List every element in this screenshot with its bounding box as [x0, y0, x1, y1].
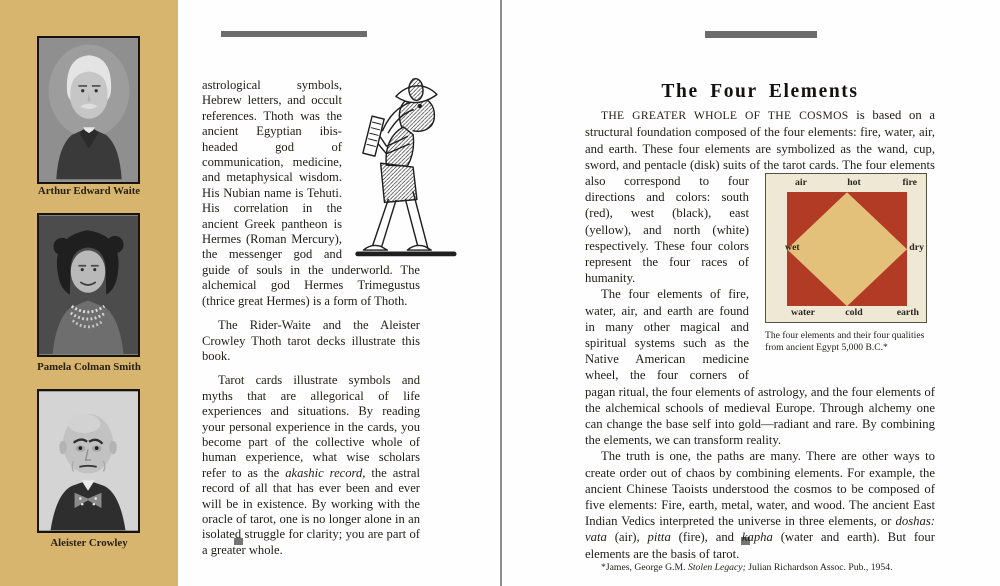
right-paragraph-3-text-b: (air),: [606, 530, 648, 545]
diagram-label-fire: fire: [902, 177, 917, 189]
right-paragraph-3-text-a: The truth is one, the paths are many. There are other ways to create order out of chaos by combining elements. For example, the ancient Chinese Taoists understood the cosmos to be composed of five elements: Fire, earth, metal, water, and wood. The ancient East Indian Vedics interpreted the universe in three elements, or: [585, 449, 935, 529]
right-paragraph-2-text: The four elements of fire, water, air, and earth are found in many other magical and spiritual systems such as the Native American medicine wheel, the four corners of pagan ritual, the four elements of astrology, and the four elements of the alchemical schools of medieval Europe. Through alchemy one can change the base self into gold—radiant and rare. By combining the elements, we can transform reality.: [585, 287, 935, 448]
photo-caption-waite: Arthur Edward Waite: [37, 185, 141, 197]
right-paragraph-3-italic-pitta: pitta: [647, 530, 671, 545]
right-paragraph-cosmos: [585, 107, 935, 353]
photo-caption-crowley: Aleister Crowley: [50, 537, 128, 549]
left-page-text-column: [202, 78, 420, 567]
portrait-waite-illustration: [39, 38, 138, 182]
footnote-italic-title: Stolen Legacy;: [688, 561, 746, 573]
sidebar-portraits: [0, 0, 178, 586]
diagram-label-cold: cold: [845, 307, 863, 319]
thoth-egyptian-god-icon: [352, 76, 457, 260]
portrait-photo-arthur-edward-waite: [37, 36, 140, 184]
right-paragraph-3-italic-kapha: kapha: [741, 530, 773, 545]
right-paragraph-truth: [585, 448, 935, 561]
page-gutter-divider: [500, 0, 502, 586]
left-paragraph-1-text: astrological symbols, Hebrew letters, and occult references. Thoth was the ancient Egyptian ibis-headed god of communication, medicine, and metaphysical wisdom. His Nubian name is Tehuti. His correlation in the ancient Greek pantheon is Hermes (Roman Mercury), the messenger god and guide of souls in the underworld. The alchemical god Hermes Trimegustus (thrice great Hermes) is a form of Thoth.: [202, 78, 420, 308]
left-paragraph-3-text-a: Tarot cards illustrate symbols and myths that are allegorical of life experiences and situations. By reading your personal experience in the cards, you become part of the collective whole of human experience, what wise scholars refer to as the: [202, 373, 420, 480]
right-paragraph-1-caps: THE GREATER WHOLE OF THE COSMOS: [601, 109, 849, 123]
left-paragraph-3-italic: akashic record,: [285, 465, 366, 480]
portrait-crowley-illustration: [39, 391, 138, 531]
photo-caption-smith: Pamela Colman Smith: [37, 361, 141, 373]
footnote-text-b: Julian Richardson Assoc. Pub., 1954.: [745, 561, 893, 573]
four-elements-diagram: [765, 173, 927, 323]
thoth-illustration: [352, 76, 457, 260]
portrait-photo-aleister-crowley: [37, 389, 140, 533]
portrait-smith-illustration: [39, 215, 138, 355]
diagram-label-earth: earth: [896, 307, 919, 319]
portrait-photo-pamela-colman-smith: [37, 213, 140, 357]
diagram-gold-diamond: [787, 192, 907, 306]
right-page-header-rule: [705, 31, 817, 38]
footnote: [585, 562, 935, 574]
diagram-label-hot: hot: [847, 177, 861, 189]
page-title: The Four Elements: [661, 81, 859, 102]
left-paragraph-thoth: [202, 78, 420, 309]
diagram-red-square: [787, 192, 907, 306]
left-paragraph-2-text: The Rider-Waite and the Aleister Crowley Thoth tarot decks illustrate this book.: [202, 318, 420, 363]
left-page-header-rule: [221, 31, 367, 37]
left-paragraph-3-text-b: the astral record of all that has ever been and ever will be in existence. By working with the oracle of tarot, one is no longer alone in an isolated struggle for clarity; you are part of a greater whole.: [202, 465, 420, 557]
right-page-text-column: [585, 81, 935, 574]
right-paragraph-3-text-c: (fire), and: [670, 530, 742, 545]
right-paragraph-3-text-d: (water and earth). But four elements are the basis of tarot.: [585, 530, 935, 561]
left-paragraph-decks: [202, 318, 420, 364]
diagram-caption: The four elements and their four qualities from ancient Egypt 5,000 B.C.*: [765, 330, 925, 353]
right-paragraph-3-italic-doshas: doshas: vata: [585, 514, 935, 545]
diagram-label-dry: dry: [909, 242, 924, 254]
footnote-text-a: *James, George G.M.: [601, 561, 688, 573]
diagram-label-water: water: [791, 307, 815, 319]
diagram-label-wet: wet: [785, 242, 800, 254]
right-paragraph-1-text: is based on a structural foundation composed of the four elements: fire, water, air, and earth. These four elements are symbolized as the wand, cup, sword, and pentacle (disk) suits of the tarot cards. The four elements also correspond to four directions and colors: south (red), west (black), east (yellow), and north (white) respectively. These four colors represent the four races of humanity.: [585, 108, 935, 286]
left-paragraph-akashic: [202, 373, 420, 558]
diagram-label-air: air: [795, 177, 807, 189]
